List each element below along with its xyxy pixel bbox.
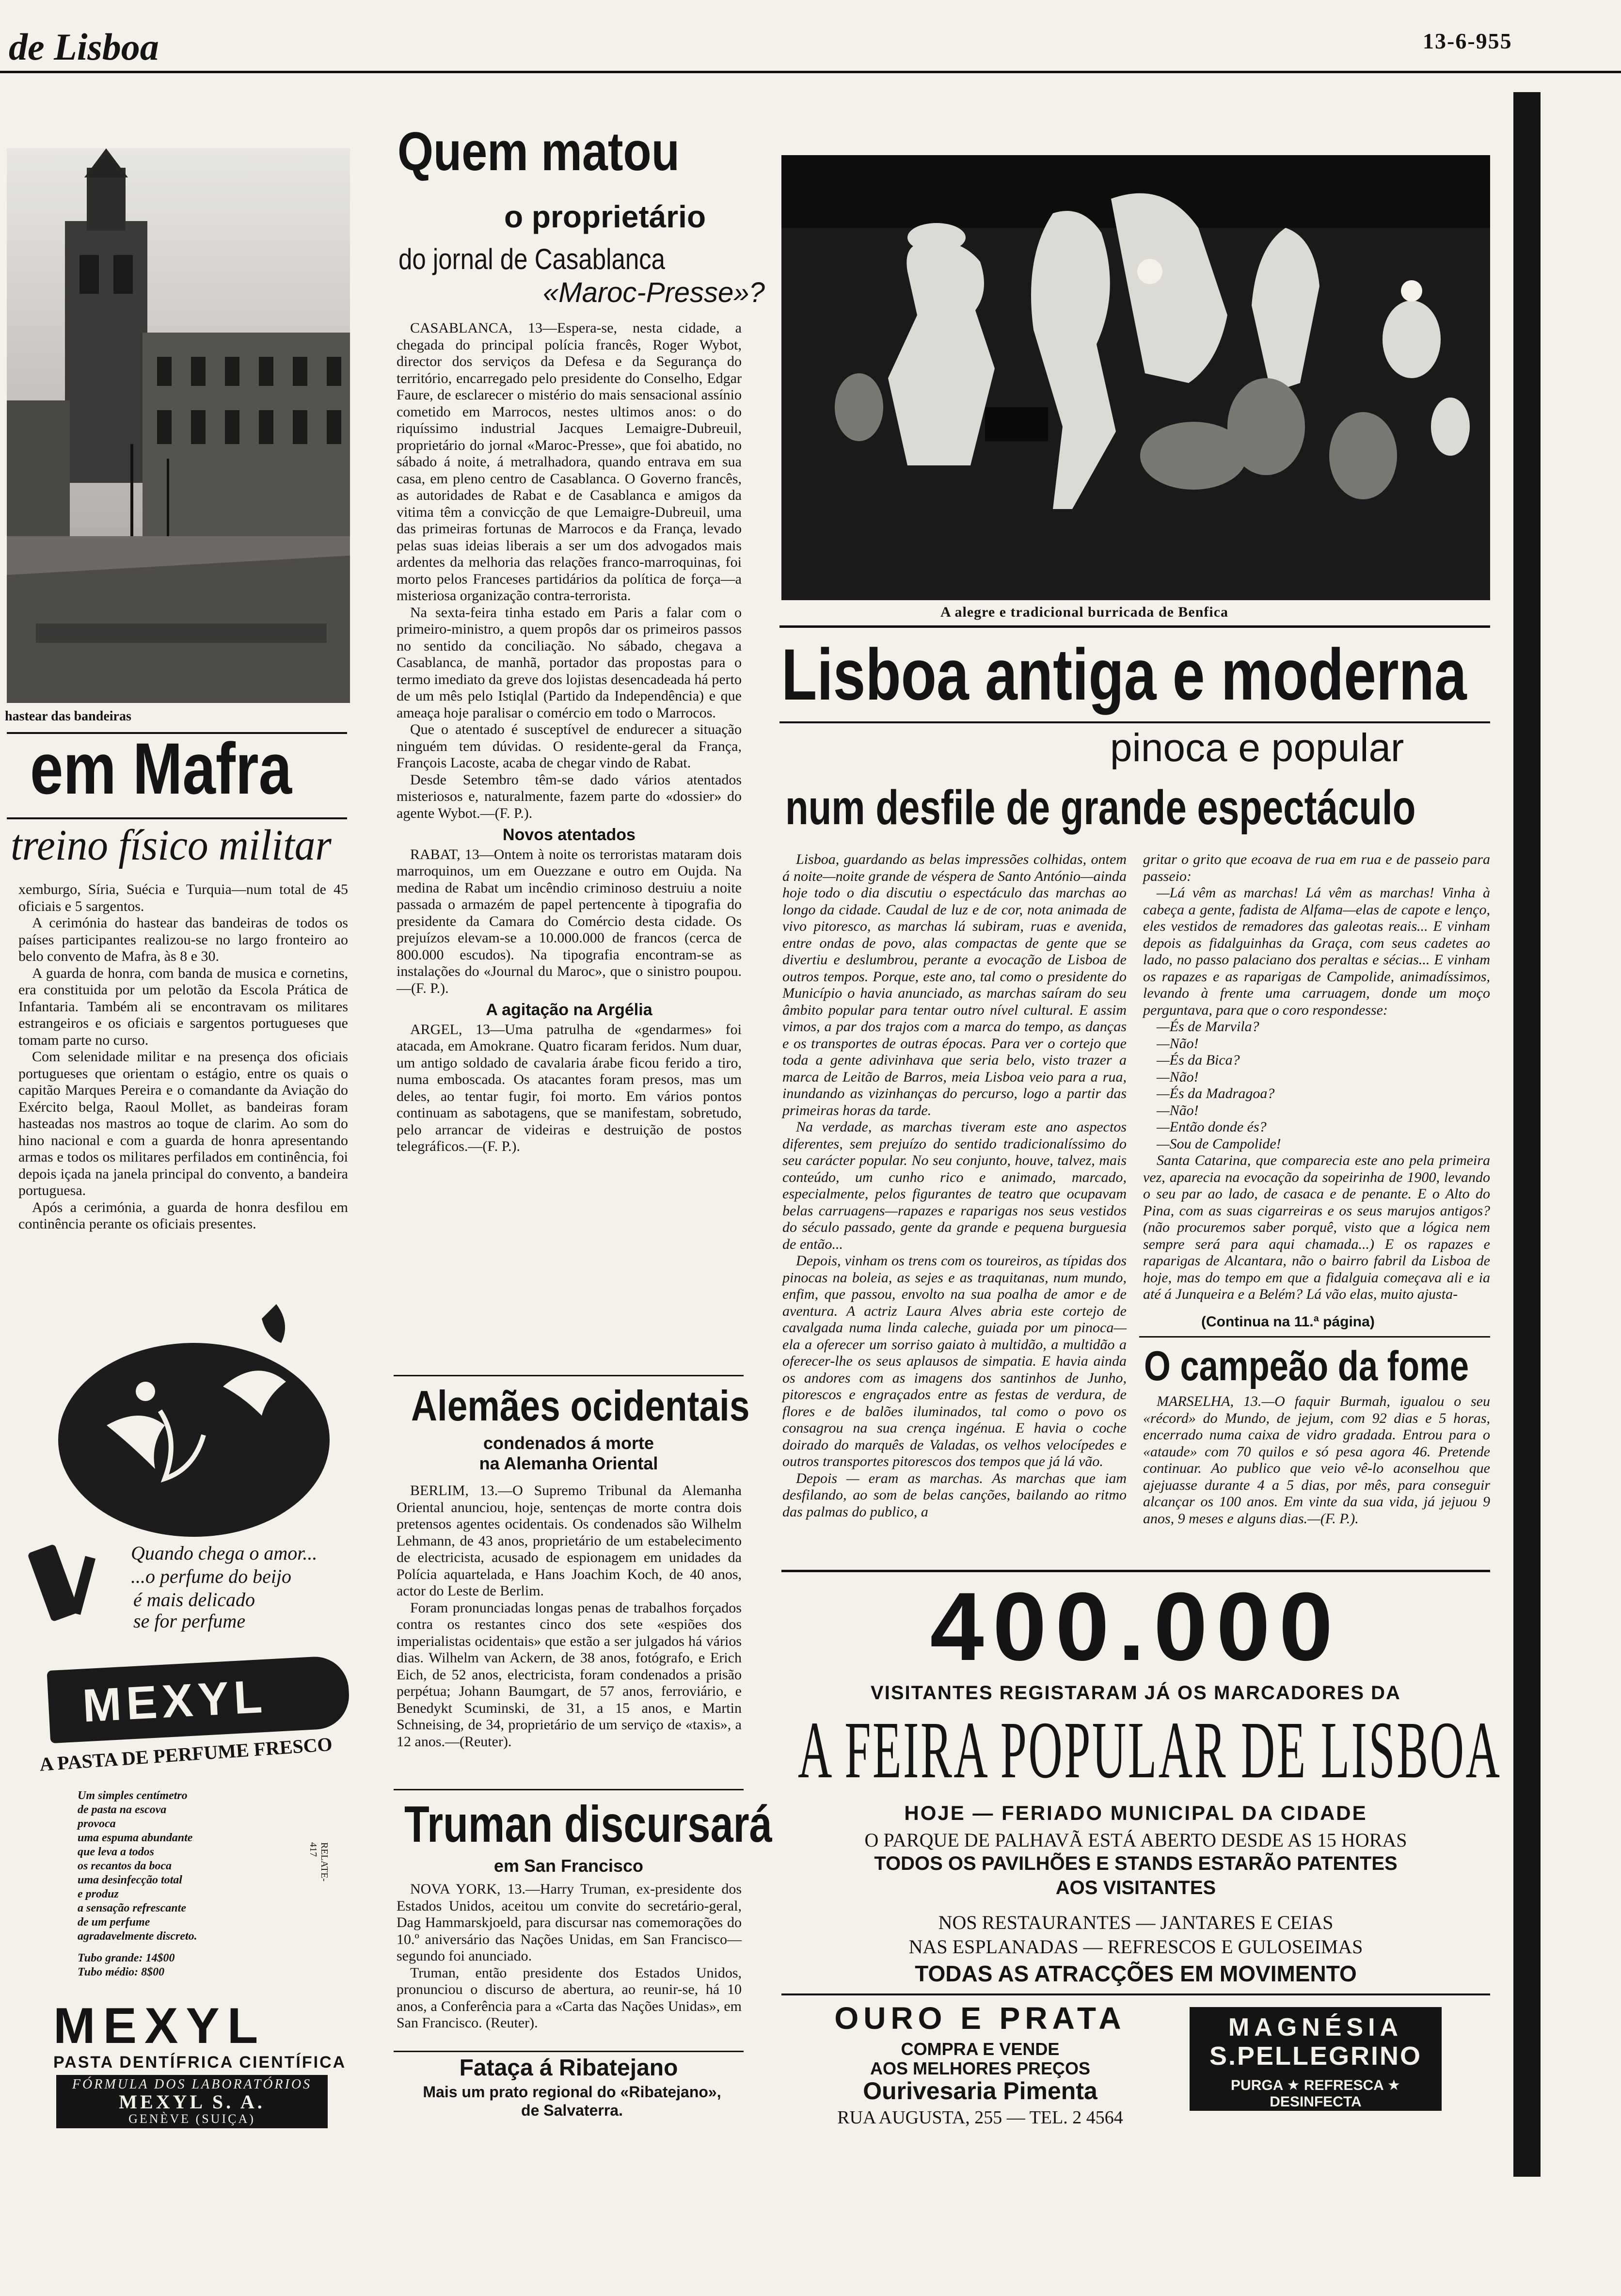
mexyl-advertisement bbox=[19, 1265, 359, 2126]
dialogue-line: —Então donde és? bbox=[1157, 1119, 1267, 1135]
paragraph: CASABLANCA, 13—Espera-se, nesta cidade, a chegada do principal polícia francês, Roger Wybot, director dos serviços da Defesa e da Segurança do território, encarregado pelo presidente do Conselho, Edgar Faure, de esclarecer o mistério do mais sensacional assínio cometido em Marrocos, nestes ultimos anos: o do riquíssimo industrial Jacques Lemaigre-Dubreuil, proprietário do jornal «Maroc-Presse», que foi abatido, no sábado á noite, á metralhadora, quando entrava em sua casa, em pleno centro de Casablanca. O Governo francês, as autoridades de Rabat e de Casablanca e amigos da vitima têm a convicção de que Lemaigre-Dubreuil, uma das primeiras fortunas de Marrocos e da França, levado pelas suas ideias liberais a ser um dos advogados mais ardentes da melhoria das relações franco-marroquinas, foi morto pelos Franceses partidários da política de força—a misteriosa organização contra-terrorista. bbox=[397, 320, 742, 604]
benfica-rule-mid bbox=[779, 721, 1490, 723]
truman-article-body bbox=[397, 1881, 742, 2032]
fataca-text: Mais um prato regional do «Ribatejano», de Salvaterra. bbox=[423, 2083, 721, 2119]
fome-article-body bbox=[1143, 1393, 1490, 1527]
mexyl-side-code: RELATE-417 bbox=[308, 1842, 330, 1882]
paragraph: NOVA YORK, 13.—Harry Truman, ex-presidente dos Estados Unidos, aceitou um convite do secretário-geral, Dag Hammarskjoeld, para discursar nas comemorações do 10.º aniversário das Nações Unidas, em San Francisco—segundo foi anunciado. bbox=[397, 1881, 742, 1964]
benefit-line: de pasta na escova bbox=[78, 1803, 167, 1816]
benfica-subhead-1: pinoca e popular bbox=[1110, 726, 1404, 770]
benefit-line: uma espuma abundante bbox=[78, 1832, 193, 1844]
mafra-convent-photo bbox=[7, 148, 350, 703]
magnesia-name: MAGNÉSIA bbox=[1228, 2013, 1403, 2041]
feira-line-1: O PARQUE DE PALHAVÃ ESTÁ ABERTO DESDE AS 15 HORAS bbox=[864, 1829, 1407, 1851]
continued-note: (Continua na 11.ª página) bbox=[1201, 1314, 1375, 1330]
paragraph: Truman, então presidente dos Estados Unidos, pronunciou o discurso de abertura, ao reunir-se, há 10 anos, a Conferência para a «Carta das Nações Unidas», em San Francisco. (Reuter). bbox=[397, 1964, 742, 2031]
mexyl-brand: MEXYL bbox=[53, 1998, 266, 2054]
price-big: Tubo grande: 14$00 bbox=[78, 1952, 175, 1964]
ouro-title: OURO E PRATA bbox=[834, 2001, 1126, 2036]
benefit-line: de um perfume bbox=[78, 1916, 150, 1929]
mexyl-benefits bbox=[78, 1789, 197, 1979]
magnesia-advertisement bbox=[1190, 2007, 1442, 2111]
casablanca-subhead-1: Novos atentados bbox=[503, 826, 636, 844]
benefit-line: que leva a todos bbox=[78, 1846, 154, 1858]
burricada-caption: A alegre e tradicional burricada de Benfica bbox=[940, 604, 1229, 620]
paragraph: A guarda de honra, com banda de musica e cornetins, era constituida por um pelotão da Escola Prática de Infantaria. Também ali se encontravam os militares estrangeiros e os oficiais e sargentos portugueses que tomam parte no curso. bbox=[18, 965, 348, 1048]
paragraph: Após a cerimónia, a guarda de honra desfilou em continência perante os oficiais presentes. bbox=[18, 1199, 348, 1232]
col2-rule-3 bbox=[394, 2051, 744, 2052]
casablanca-headline-1: Quem matou bbox=[397, 121, 680, 182]
benefit-line: agradavelmente discreto. bbox=[78, 1930, 197, 1943]
dialogue-line: —Não! bbox=[1157, 1035, 1199, 1052]
fome-headline: O campeão da fome bbox=[1144, 1343, 1469, 1389]
benefit-line: provoca bbox=[78, 1818, 116, 1830]
paragraph: xemburgo, Síria, Suécia e Turquia—num total de 45 oficiais e 5 sargentos. bbox=[18, 881, 348, 914]
feira-title: A FEIRA POPULAR DE LISBOA bbox=[798, 1705, 1502, 1795]
alemaes-headline: Alemães ocidentais bbox=[411, 1382, 750, 1430]
dialogue-line: —Não! bbox=[1157, 1068, 1199, 1085]
feira-line-5: NAS ESPLANADAS — REFRESCOS E GULOSEIMAS bbox=[908, 1936, 1363, 1958]
burricada-photo bbox=[781, 155, 1490, 600]
paragraph: BERLIM, 13.—O Supremo Tribunal da Alemanha Oriental anunciou, hoje, sentenças de morte contra dois pretensos agentes ocidentais. Os condenados são Wilhelm Lehmann, de 43 anos, proprietário de um estabelecimento de electricista, acusado de espionagem em unidades da Polícia aquartelada, e Hans Joachim Koch, de 40 anos, actor do Leste de Berlim. bbox=[397, 1483, 742, 1599]
ouro-line-1: COMPRA E VENDE bbox=[901, 2039, 1060, 2059]
paragraph: MARSELHA, 13.—O faquir Burmah, igualou o seu «récord» do Mundo, de jejum, com 92 dias e 5 horas, encerrado numa caixa de vidro gradada. Entrou para o «ataude» com 70 quilos e só pesa agora 46. Pretende continuar. Ao publico que veio vê-lo aconselhou que ajejuasse durante 4 a 5 dias, por mês, para conseguir alcançar os 100 anos. Em vinte da sua vida, já jejuou 9 anos, 9 meses e alguns dias.—(F. P.). bbox=[1143, 1393, 1490, 1527]
benefit-line: e produz bbox=[78, 1888, 119, 1900]
dialogue-line: —És da Bica? bbox=[1157, 1052, 1240, 1068]
magnesia-brand: S.PELLEGRINO bbox=[1209, 2041, 1422, 2071]
issue-date: 13-6-955 bbox=[1423, 29, 1512, 53]
feira-line-6: TODAS AS ATRACÇÕES EM MOVIMENTO bbox=[915, 1961, 1357, 1986]
paragraph: Desde Setembro têm-se dado vários atentados misteriosos e, naturalmente, fazem parte do «dossier» do agente Wybot.—(F. P.). bbox=[397, 771, 742, 821]
mafra-headline: em Mafra bbox=[30, 728, 292, 809]
feira-visitors: VISITANTES REGISTARAM JÁ OS MARCADORES DA bbox=[871, 1682, 1401, 1704]
ouro-line-2: AOS MELHORES PREÇOS bbox=[870, 2058, 1091, 2078]
casablanca-headline-4: «Maroc-Presse»? bbox=[543, 277, 765, 308]
magnesia-tagline: PURGA ★ REFRESCA ★ DESINFECTA bbox=[1231, 2077, 1400, 2110]
mexyl-product: PASTA DENTÍFRICA CIENTÍFICA bbox=[53, 2053, 347, 2072]
feira-line-2: TODOS OS PAVILHÕES E STANDS ESTARÃO PATENTES bbox=[874, 1853, 1398, 1874]
mexyl-line-2: ...o perfume do beijo bbox=[131, 1565, 292, 1587]
benfica-article-col-1 bbox=[782, 851, 1127, 1520]
ouro-address: RUA AUGUSTA, 255 — TEL. 2 4564 bbox=[837, 2107, 1123, 2128]
mexyl-lab-block bbox=[56, 2075, 328, 2128]
benfica-rule-top bbox=[779, 625, 1490, 628]
alemaes-article-body bbox=[397, 1483, 742, 1750]
mafra-subhead: treino físico militar bbox=[11, 821, 332, 869]
alemaes-subhead-2: na Alemanha Oriental bbox=[479, 1453, 658, 1473]
dialogue-line: —És de Marvila? bbox=[1157, 1019, 1259, 1035]
lipstick-illustration bbox=[19, 1537, 131, 1624]
dialogue-line: —Sou de Campolide! bbox=[1157, 1135, 1281, 1152]
paragraph: Depois — eram as marchas. As marchas que iam desfilando, ao som de belas canções, bailando ao ritmo das palmas do publico, a bbox=[782, 1470, 1127, 1520]
benefit-line: a sensação refrescante bbox=[78, 1902, 186, 1914]
doves-illustration bbox=[48, 1265, 339, 1537]
fataca-headline: Fataça á Ribatejano bbox=[459, 2055, 678, 2081]
benefit-line: os recantos da boca bbox=[78, 1860, 172, 1872]
mexyl-line-4: se for perfume bbox=[133, 1610, 246, 1632]
paragraph: Santa Catarina, que comparecia este ano pela primeira vez, aparecia na evocação da sopeirinha de 1900, levando o seu par ao lado, de casaca e de penante. E o Alto do Pina, com as suas cigarreiras e os seus marujos antigos? (não procuremos saber porquê, visto que a lógica nem sempre será para aqui chamada...) E os rapazes e raparigas de Alcantara, não o bairro fabril da Lisboa de hoje, mas do tempo em que a fidalguia começava ali e ia até á Junqueira e a Belém? Lá vão elas, muito ajusta- bbox=[1143, 1152, 1490, 1302]
masthead-rule bbox=[0, 71, 1621, 73]
benfica-subhead-2: num desfile de grande espectáculo bbox=[785, 781, 1416, 835]
paragraph: A cerimónia do hastear das bandeiras de todos os países participantes realizou-se no largo fronteiro ao belo convento de Mafra, às 8 e 30. bbox=[18, 915, 348, 964]
casablanca-article-body bbox=[397, 320, 742, 1155]
mafra-article-body bbox=[18, 881, 348, 1233]
right-edge-bar bbox=[1513, 92, 1541, 2177]
paragraph: Que o atentado é susceptível de endurecer a situação ninguém tem dúvidas. O residente-geral da França, François Lacoste, acaba de chegar vindo de Rabat. bbox=[397, 721, 742, 771]
paragraph: —Lá vêm as marchas! Lá vêm as marchas! Vinha à cabeça a gente, fadista de Alfama—elas de capote e lenço, eles vestidos de remadores das galeotas reais... E vinham depois as fidalguinhas da Graça, com seus cadetes ao lado, no passo palaciano dos peraltas e sécias... E vinham os rapazes e as raparigas de Campolide, animadíssimos, levando à frente uma carruagem, donde um moço perguntava, para que o coro respondesse: bbox=[1143, 885, 1490, 1018]
truman-subhead: em San Francisco bbox=[493, 1856, 644, 1876]
col2-rule-1 bbox=[394, 1375, 744, 1376]
benfica-headline: Lisboa antiga e moderna bbox=[781, 634, 1467, 715]
paragraph: Na sexta-feira tinha estado em Paris a falar com o primeiro-ministro, a quem propôs dar os primeiros passos no sentido da conciliação. No sábado, chegava a Casablanca, de manhã, portador das propostas para o termo imediato da greve dos lojistas desencadeada há perto de um mês pelo Istiqlal (Partido da Independência) e que ameaça hoje paralisar o comércio em todo o Marrocos. bbox=[397, 604, 742, 721]
benefit-line: uma desinfecção total bbox=[78, 1874, 182, 1886]
mafra-rule-2 bbox=[7, 817, 347, 819]
feira-top-rule bbox=[781, 1570, 1490, 1572]
mafra-photo-caption: hastear das bandeiras bbox=[5, 709, 131, 724]
dialogue-line: —És da Madragoa? bbox=[1157, 1085, 1275, 1101]
casablanca-headline-3: do jornal de Casablanca bbox=[398, 243, 666, 275]
feira-popular-advertisement bbox=[781, 1570, 1502, 1992]
mexyl-tube bbox=[47, 1655, 350, 1743]
fome-rule bbox=[1139, 1336, 1490, 1338]
alemaes-subhead-1: condenados á morte bbox=[483, 1433, 654, 1453]
benefit-line: Um simples centímetro bbox=[78, 1789, 188, 1802]
ads-divider bbox=[781, 1993, 1490, 1995]
paragraph: Lisboa, guardando as belas impressões colhidas, ontem á noite—noite grande de véspera de Santo António—ainda hoje todo o dia discutiu o espectáculo das marchas ao longo da cidade. Caudal de luz e de cor, nota animada de vivo pitoresco, as marchas lá subiram, ruas e avenida, entre ondas de povo, alas compactas de gente que se divertiu e deslumbrou, perante a evocação de Lisboa de outros tempos. Porque, este ano, tal como o presidente do Município o havia anunciado, as marchas saíram do seu âmbito popular para tentar outro nível cultural. E assim vimos, a par dos trajos com a marca do tempo, as danças e os transportes de outras épocas. Para ver o cortejo que toda a gente adivinhava que seria belo, visto trazer a marca de Leitão de Barros, meia Lisboa veio para a rua, inundando as vizinhanças do percurso, logo a partir das primeiras horas da tarde. bbox=[782, 851, 1127, 1118]
feira-line-3: AOS VISITANTES bbox=[1055, 1877, 1216, 1898]
col2-rule-2 bbox=[394, 1789, 744, 1790]
casablanca-headline-2: o proprietário bbox=[504, 199, 706, 234]
benfica-article-col-2 bbox=[1143, 851, 1490, 1303]
mexyl-line-3: é mais delicado bbox=[133, 1589, 255, 1610]
truman-headline: Truman discursará bbox=[404, 1796, 772, 1853]
mexyl-tagline: A PASTA DE PERFUME FRESCO bbox=[39, 1733, 333, 1775]
paragraph: Com selenidade militar e na presença dos oficiais portugueses que orientam o estágio, entre os quais o capitão Marques Pereira e o comandante da Aviação do Exército belga, Raoul Mollet, as bandeiras foram hasteadas nos mastros ao toque de clarim. Ao som do hino nacional e com a guarda de honra apresentando armas e todos os militares perfilados em continência, foi depois içada na janela principal do convento, a bandeira portuguesa. bbox=[18, 1049, 348, 1198]
feira-hoje: HOJE — FERIADO MUNICIPAL DA CIDADE bbox=[904, 1802, 1367, 1824]
mexyl-lab: MEXYL S. A. bbox=[119, 2091, 265, 2113]
feira-line-4: NOS RESTAURANTES — JANTARES E CEIAS bbox=[938, 1912, 1334, 1933]
paragraph: Depois, vinham os trens com os toureiros, as típidas dos pinocas na boleia, as sejes e as traquitanas, num mundo, enfim, que passou, envolto na sua poalha de amor e de aventura. A actriz Laura Alves abria este cortejo de cavalgada numa linda caleche, guiada por um pinoca—ela a oferecer um sorriso gaiato à multidão, a multidão a oferecer-lhe os seus aplausos de simpatia. E havia ainda os andores com as imagens dos santinhos de Junho, pitorescos e engraçados entre as festas de verdura, de flores e de balões iluminados, tal como o povo os consagrou na sua crença ingénua. E havia o coche doirado do marquês de Valadas, os velhos velocípedes e outros transportes pitorescos dos tempos que já lá vão. bbox=[782, 1253, 1127, 1469]
feira-number: 400.000 bbox=[930, 1573, 1342, 1681]
paragraph: ARGEL, 13—Uma patrulha de «gendarmes» foi atacada, em Amokrane. Quatro ficaram feridos. Num duar, um antigo soldado de cavalaria árabe ficou ferido a tiro, numa emboscada. Os atacantes foram presos, mas um deles, ao tentar fugir, foi morto. Em vários pontos continuam as sabotagens, que se manifestam, sobretudo, pelo arrancar de videiras e destruição de postos telegráficos.—(F. P.). bbox=[397, 1021, 742, 1154]
mexyl-line-1: Quando chega o amor... bbox=[131, 1542, 318, 1564]
paragraph: Foram pronunciadas longas penas de trabalhos forçados contra os restantes cinco dos sete «espiões dos imperialistas ocidentais» que estão a ser julgados há vários dias. Wilhelm van Ackern, de 38 anos, fotógrafo, e Erich Eich, de 52 anos, electricista, foram condenados a prisão perpétua; Johann Baumgart, de 57 anos, ferroviário, e Benedykt Scuminski, de 31, a 15 anos, e Martin Schneising, de 34, proprietário de um serviço de «taxis», a 12 anos.—(Reuter). bbox=[397, 1599, 742, 1750]
mexyl-city: GENÈVE (SUIÇA) bbox=[128, 2112, 255, 2126]
dialogue-line: —Não! bbox=[1157, 1102, 1199, 1118]
price-medium: Tubo médio: 8$00 bbox=[78, 1966, 165, 1978]
paragraph: Na verdade, as marchas tiveram este ano aspectos diferentes, sem prejuízo do sentido tradicionalíssimo do seu carácter popular. No seu conjunto, houve, talvez, mais conteúdo, um cunho rico e animado, marcado, especialmente, pelos figurantes de teatro que ocupavam belas carruagens—rapazes e raparigas nos seus vestidos do século passado, gente da grande e pequena burguesia de então... bbox=[782, 1119, 1127, 1252]
masthead-title: de Lisboa bbox=[9, 26, 159, 68]
mexyl-formula: FÓRMULA DOS LABORATÓRIOS bbox=[72, 2077, 312, 2092]
paragraph: RABAT, 13—Ontem à noite os terroristas mataram dois marroquinos, um em Ouezzane e outro em Oujda. Na medina de Rabat um incêndio criminoso destruiu a noite passada o armazém de papel pertencente à tipografia do presidente da Camara do Comércio desta cidade. Os prejuízos elevam-se a 10.000.000 de francos (cerca de 800.000 escudos). Na tipografia encontram-se as instalações do «Journal du Maroc», que o sinistro poupou.—(F. P.). bbox=[397, 846, 742, 996]
paragraph: gritar o grito que ecoava de rua em rua e de passeio para passeio: bbox=[1143, 851, 1490, 884]
ouro-prata-advertisement bbox=[781, 1999, 1179, 2135]
casablanca-subhead-2: A agitação na Argélia bbox=[486, 1001, 652, 1019]
ouro-shop: Ourivesaria Pimenta bbox=[863, 2077, 1097, 2105]
tube-brand: MEXYL bbox=[81, 1670, 269, 1732]
